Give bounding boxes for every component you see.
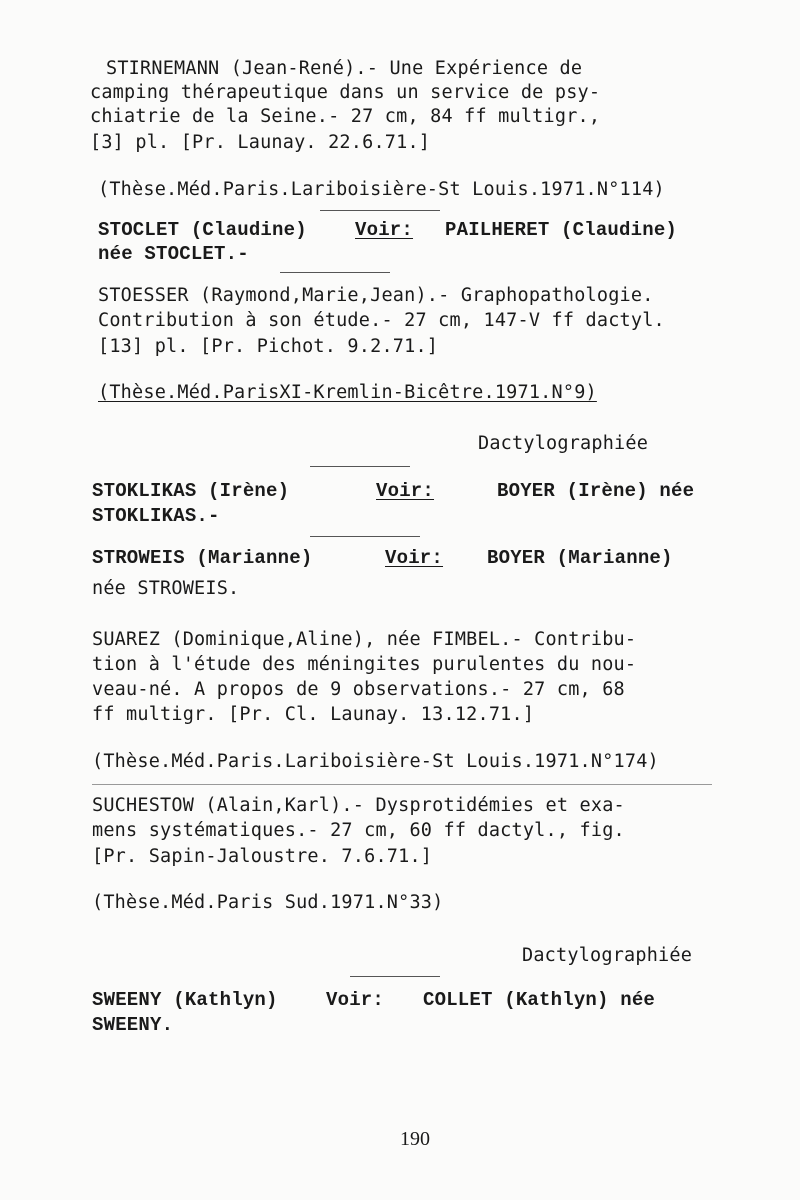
entry-sweeny-ref: COLLET (Kathlyn) née bbox=[423, 989, 656, 1011]
entry-stoclet-line2: née STOCLET.- bbox=[98, 243, 249, 265]
page-number: 190 bbox=[400, 1128, 430, 1150]
entry-stoklikas-line2: STOKLIKAS.- bbox=[92, 505, 220, 527]
entry-stoesser-line2: Contribution à son étude.- 27 cm, 147-V ff dactyl. bbox=[98, 310, 665, 331]
entry-stroweis-ref: BOYER (Marianne) bbox=[487, 547, 673, 569]
entry-stirnemann-line1: STIRNEMANN (Jean-René).- Une Expérience de bbox=[106, 58, 583, 79]
entry-stoesser-line3: [13] pl. [Pr. Pichot. 9.2.71.] bbox=[98, 336, 439, 357]
separator-rule bbox=[350, 976, 440, 977]
entry-suarez-line4: ff multigr. [Pr. Cl. Launay. 13.12.71.] bbox=[92, 704, 535, 725]
separator-rule bbox=[310, 536, 420, 537]
entry-stirnemann-line4: [3] pl. [Pr. Launay. 22.6.71.] bbox=[90, 132, 431, 153]
entry-suarez-line1: SUAREZ (Dominique,Aline), née FIMBEL.- Contribu- bbox=[92, 629, 637, 650]
entry-stirnemann-line3: chiatrie de la Seine.- 27 cm, 84 ff multigr., bbox=[90, 106, 601, 127]
entry-sweeny-voir: Voir: bbox=[326, 989, 385, 1011]
entry-suchestow-thesis: (Thèse.Méd.Paris Sud.1971.N°33) bbox=[92, 892, 444, 913]
entry-stoklikas-name: STOKLIKAS (Irène) bbox=[92, 480, 290, 502]
entry-stoklikas-ref: BOYER (Irène) née bbox=[497, 480, 695, 502]
separator-rule bbox=[280, 272, 390, 273]
entry-suchestow-line3: [Pr. Sapin-Jaloustre. 7.6.71.] bbox=[92, 846, 433, 867]
separator-rule bbox=[92, 784, 712, 785]
entry-stirnemann-thesis: (Thèse.Méd.Paris.Lariboisière-St Louis.1971.N°114) bbox=[98, 179, 665, 200]
separator-rule bbox=[320, 210, 440, 211]
entry-suarez-line3: veau-né. A propos de 9 observations.- 27 cm, 68 bbox=[92, 679, 625, 700]
entry-stirnemann-line2: camping thérapeutique dans un service de psy- bbox=[90, 82, 601, 103]
entry-suarez-line2: tion à l'étude des méningites purulentes du nou- bbox=[92, 654, 637, 675]
entry-suarez-thesis: (Thèse.Méd.Paris.Lariboisière-St Louis.1971.N°174) bbox=[92, 751, 659, 772]
entry-stoclet-ref: PAILHERET (Claudine) bbox=[445, 219, 678, 241]
entry-stroweis-name: STROWEIS (Marianne) bbox=[92, 547, 313, 569]
entry-stoesser-note: Dactylographiée bbox=[478, 433, 649, 454]
entry-suchestow-note: Dactylographiée bbox=[522, 945, 693, 966]
entry-stoclet-voir: Voir: bbox=[355, 219, 414, 241]
entry-sweeny-line2: SWEENY. bbox=[92, 1014, 174, 1036]
entry-stroweis-voir: Voir: bbox=[385, 547, 444, 569]
entry-stroweis-line2: née STROWEIS. bbox=[92, 578, 240, 599]
entry-suchestow-line2: mens systématiques.- 27 cm, 60 ff dactyl., fig. bbox=[92, 820, 625, 841]
entry-stoclet-name: STOCLET (Claudine) bbox=[98, 219, 307, 241]
entry-stoklikas-voir: Voir: bbox=[376, 480, 435, 502]
entry-stoesser-line1: STOESSER (Raymond,Marie,Jean).- Graphopathologie. bbox=[98, 285, 654, 306]
entry-stoesser-thesis: (Thèse.Méd.ParisXI-Kremlin-Bicêtre.1971.N°9) bbox=[98, 382, 597, 403]
entry-sweeny-name: SWEENY (Kathlyn) bbox=[92, 989, 278, 1011]
separator-rule bbox=[310, 466, 410, 467]
entry-suchestow-line1: SUCHESTOW (Alain,Karl).- Dysprotidémies et exa- bbox=[92, 795, 625, 816]
